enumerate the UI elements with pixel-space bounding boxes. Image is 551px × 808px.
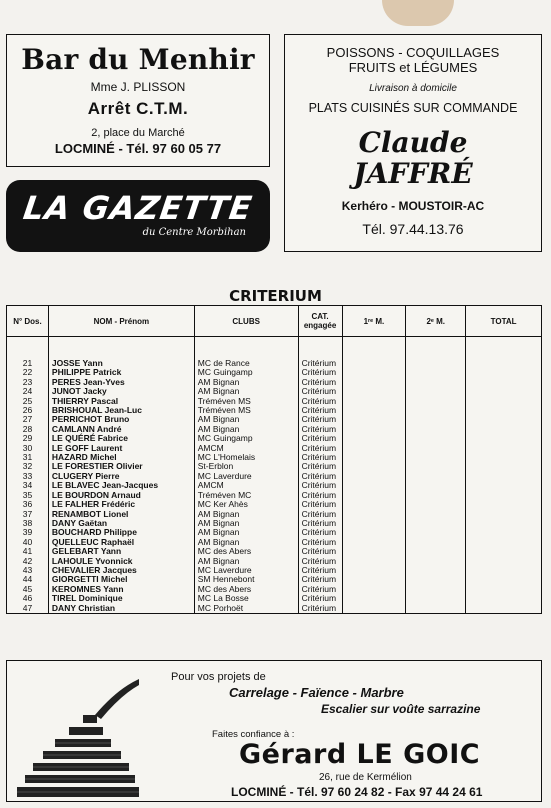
cell-m2: [406, 500, 466, 509]
goic-stairs: Escalier sur voûte sarrazine: [321, 702, 481, 716]
cell-num: 46: [7, 594, 49, 603]
cell-name: JUNOT Jacky: [48, 387, 194, 396]
cell-name: CHEVALIER Jacques: [48, 566, 194, 575]
cell-total: [466, 453, 542, 462]
cell-total: [466, 547, 542, 556]
cell-cat: Critérium: [298, 472, 342, 481]
table-spacer-row: [7, 337, 542, 360]
cell-num: 35: [7, 491, 49, 500]
cell-cat: Critérium: [298, 491, 342, 500]
cell-cat: Critérium: [298, 510, 342, 519]
header-cat-line1: CAT.: [311, 312, 329, 321]
cell-m2: [406, 604, 466, 614]
cell-num: 43: [7, 566, 49, 575]
cell-m1: [342, 566, 406, 575]
cell-num: 30: [7, 444, 49, 453]
cell-m2: [406, 387, 466, 396]
cell-total: [466, 378, 542, 387]
cell-total: [466, 528, 542, 537]
gazette-logo: [6, 180, 270, 252]
cell-total: [466, 575, 542, 584]
cell-name: LAHOULE Yvonnick: [48, 557, 194, 566]
ad-claude-jaffre: [284, 34, 542, 252]
cell-m2: [406, 462, 466, 471]
cell-total: [466, 434, 542, 443]
cell-name: GELEBART Yann: [48, 547, 194, 556]
cell-total: [466, 510, 542, 519]
header-num: N° Dos.: [7, 306, 49, 337]
cell-name: CAMLANN André: [48, 425, 194, 434]
cell-name: LE BLAVEC Jean-Jacques: [48, 481, 194, 490]
staircase-illustration: [17, 679, 139, 797]
cell-club: AMCM: [194, 444, 298, 453]
cell-total: [466, 387, 542, 396]
jaffre-delivery: Livraison à domicile: [369, 83, 457, 94]
cell-name: THIERRY Pascal: [48, 397, 194, 406]
cell-m2: [406, 585, 466, 594]
cell-m2: [406, 594, 466, 603]
cell-total: [466, 368, 542, 377]
cell-m1: [342, 444, 406, 453]
cell-name: BRISHOUAL Jean-Luc: [48, 406, 194, 415]
cell-name: PERRICHOT Bruno: [48, 415, 194, 424]
cell-num: 39: [7, 528, 49, 537]
jaffre-products: [285, 45, 541, 75]
bar-name: Bar du Menhir: [21, 43, 255, 76]
cell-total: [466, 594, 542, 603]
cell-cat: Critérium: [298, 425, 342, 434]
cell-name: LE QUÉRÉ Fabrice: [48, 434, 194, 443]
cell-m2: [406, 359, 466, 368]
cell-total: [466, 500, 542, 509]
cell-m1: [342, 368, 406, 377]
cell-m1: [342, 557, 406, 566]
cell-club: AM Bignan: [194, 425, 298, 434]
cell-num: 24: [7, 387, 49, 396]
goic-company: Gérard LE GOIC: [239, 739, 481, 770]
cell-name: CLUGERY Pierre: [48, 472, 194, 481]
cell-name: LE BOURDON Arnaud: [48, 491, 194, 500]
cell-club: Tréméven MS: [194, 397, 298, 406]
cell-club: MC Laverdure: [194, 472, 298, 481]
cell-name: GIORGETTI Michel: [48, 575, 194, 584]
gazette-subtitle: du Centre Morbihan: [142, 227, 246, 238]
cell-num: 45: [7, 585, 49, 594]
cell-num: 38: [7, 519, 49, 528]
cell-m2: [406, 528, 466, 537]
cell-m2: [406, 472, 466, 481]
goic-intro: Pour vos projets de: [171, 671, 266, 683]
jaffre-last-name: JAFFRÉ: [353, 157, 473, 190]
cell-num: 27: [7, 415, 49, 424]
cell-name: DANY Gaëtan: [48, 519, 194, 528]
jaffre-name: [285, 127, 541, 189]
header-m2: 2ᵉ M.: [406, 306, 466, 337]
cell-club: MC des Abers: [194, 585, 298, 594]
cell-club: MC Porhoët: [194, 604, 298, 614]
cell-cat: Critérium: [298, 566, 342, 575]
cell-name: HAZARD Michel: [48, 453, 194, 462]
cell-m2: [406, 415, 466, 424]
paper-stain: [382, 0, 454, 26]
cell-total: [466, 444, 542, 453]
cell-club: MC Guingamp: [194, 434, 298, 443]
cell-m1: [342, 397, 406, 406]
jaffre-line1: POISSONS - COQUILLAGES: [326, 45, 500, 60]
cell-cat: Critérium: [298, 538, 342, 547]
cell-name: QUELLEUC Raphaël: [48, 538, 194, 547]
cell-name: PHILIPPE Patrick: [48, 368, 194, 377]
goic-address: 26, rue de Kermélion: [319, 772, 412, 783]
cell-name: BOUCHARD Philippe: [48, 528, 194, 537]
cell-name: JOSSE Yann: [48, 359, 194, 368]
cell-m1: [342, 387, 406, 396]
cell-name: PERES Jean-Yves: [48, 378, 194, 387]
cell-total: [466, 425, 542, 434]
cell-club: St-Erblon: [194, 462, 298, 471]
cell-m1: [342, 510, 406, 519]
cell-num: 28: [7, 425, 49, 434]
cell-num: 40: [7, 538, 49, 547]
table-header-row: [7, 306, 542, 337]
cell-num: 47: [7, 604, 49, 614]
cell-m2: [406, 547, 466, 556]
goic-trust: Faites confiance à :: [212, 729, 295, 740]
cell-total: [466, 538, 542, 547]
cell-m1: [342, 406, 406, 415]
cell-m1: [342, 415, 406, 424]
table-row: [7, 604, 542, 614]
cell-club: AM Bignan: [194, 557, 298, 566]
cell-cat: Critérium: [298, 453, 342, 462]
cell-m2: [406, 566, 466, 575]
bar-city-phone: LOCMINÉ - Tél. 97 60 05 77: [54, 141, 222, 156]
header-total: TOTAL: [466, 306, 542, 337]
cell-club: MC Guingamp: [194, 368, 298, 377]
cell-m2: [406, 397, 466, 406]
cell-m2: [406, 406, 466, 415]
cell-m1: [342, 585, 406, 594]
cell-club: MC des Abers: [194, 547, 298, 556]
cell-club: MC de Rance: [194, 359, 298, 368]
cell-club: Tréméven MC: [194, 491, 298, 500]
cell-total: [466, 491, 542, 500]
cell-club: Tréméven MS: [194, 406, 298, 415]
cell-cat: Critérium: [298, 387, 342, 396]
cell-m2: [406, 368, 466, 377]
cell-m1: [342, 378, 406, 387]
cell-cat: Critérium: [298, 434, 342, 443]
cell-num: 25: [7, 397, 49, 406]
goic-services: Carrelage - Faïence - Marbre: [229, 685, 404, 700]
cell-name: LE FORESTIER Olivier: [48, 462, 194, 471]
cell-total: [466, 604, 542, 614]
cell-m1: [342, 491, 406, 500]
cell-cat: Critérium: [298, 500, 342, 509]
cell-club: MC Laverdure: [194, 566, 298, 575]
cell-m2: [406, 481, 466, 490]
cell-cat: Critérium: [298, 528, 342, 537]
cell-club: MC Ker Ahès: [194, 500, 298, 509]
cell-m1: [342, 528, 406, 537]
cell-name: LE FALHER Frédéric: [48, 500, 194, 509]
cell-total: [466, 481, 542, 490]
cell-m1: [342, 453, 406, 462]
bar-address: 2, place du Marché: [91, 127, 185, 139]
cell-num: 36: [7, 500, 49, 509]
cell-total: [466, 566, 542, 575]
cell-cat: Critérium: [298, 378, 342, 387]
cell-num: 31: [7, 453, 49, 462]
cell-m1: [342, 434, 406, 443]
cell-num: 21: [7, 359, 49, 368]
cell-club: MC La Bosse: [194, 594, 298, 603]
cell-total: [466, 359, 542, 368]
cell-cat: Critérium: [298, 547, 342, 556]
cell-m1: [342, 481, 406, 490]
cell-cat: Critérium: [298, 519, 342, 528]
cell-num: 29: [7, 434, 49, 443]
jaffre-phone: Tél. 97.44.13.76: [362, 221, 464, 237]
cell-num: 22: [7, 368, 49, 377]
cell-total: [466, 519, 542, 528]
criterium-body: [7, 337, 542, 614]
header-cat-line2: engagée: [303, 321, 337, 330]
cell-club: MC L'Homelais: [194, 453, 298, 462]
cell-cat: Critérium: [298, 406, 342, 415]
cell-name: TIREL Dominique: [48, 594, 194, 603]
cell-club: AM Bignan: [194, 510, 298, 519]
bar-stop: Arrêt C.T.M.: [87, 99, 189, 118]
cell-total: [466, 397, 542, 406]
cell-m1: [342, 604, 406, 614]
cell-cat: Critérium: [298, 575, 342, 584]
cell-num: 44: [7, 575, 49, 584]
ad-gerard-le-goic: [6, 660, 542, 802]
cell-num: 26: [7, 406, 49, 415]
cell-club: AM Bignan: [194, 387, 298, 396]
header-cat: [298, 306, 342, 337]
cell-cat: Critérium: [298, 368, 342, 377]
cell-num: 42: [7, 557, 49, 566]
cell-m2: [406, 378, 466, 387]
cell-m2: [406, 434, 466, 443]
cell-num: 34: [7, 481, 49, 490]
cell-num: 33: [7, 472, 49, 481]
gazette-title: LA GAZETTE: [21, 189, 255, 227]
criterium-title: CRITERIUM: [229, 287, 322, 305]
cell-num: 41: [7, 547, 49, 556]
cell-total: [466, 585, 542, 594]
cell-total: [466, 462, 542, 471]
cell-m1: [342, 519, 406, 528]
cell-m2: [406, 575, 466, 584]
cell-m1: [342, 500, 406, 509]
cell-m2: [406, 453, 466, 462]
cell-cat: Critérium: [298, 604, 342, 614]
jaffre-dishes: PLATS CUISINÉS SUR COMMANDE: [308, 101, 518, 115]
cell-name: RENAMBOT Lionel: [48, 510, 194, 519]
cell-total: [466, 557, 542, 566]
cell-m2: [406, 538, 466, 547]
cell-cat: Critérium: [298, 481, 342, 490]
cell-cat: Critérium: [298, 415, 342, 424]
cell-club: SM Hennebont: [194, 575, 298, 584]
header-name: NOM - Prénom: [48, 306, 194, 337]
cell-num: 23: [7, 378, 49, 387]
cell-m2: [406, 519, 466, 528]
cell-m1: [342, 547, 406, 556]
cell-name: LE GOFF Laurent: [48, 444, 194, 453]
cell-m1: [342, 462, 406, 471]
cell-cat: Critérium: [298, 594, 342, 603]
cell-club: AM Bignan: [194, 528, 298, 537]
cell-cat: Critérium: [298, 359, 342, 368]
header-m1: 1ʳᵉ M.: [342, 306, 406, 337]
cell-m1: [342, 575, 406, 584]
jaffre-first-name: Claude: [358, 126, 468, 159]
cell-m1: [342, 472, 406, 481]
cell-name: DANY Christian: [48, 604, 194, 614]
cell-m2: [406, 557, 466, 566]
cell-club: AMCM: [194, 481, 298, 490]
cell-total: [466, 415, 542, 424]
cell-m1: [342, 538, 406, 547]
cell-total: [466, 406, 542, 415]
cell-name: KEROMNES Yann: [48, 585, 194, 594]
cell-club: AM Bignan: [194, 519, 298, 528]
cell-cat: Critérium: [298, 557, 342, 566]
cell-cat: Critérium: [298, 462, 342, 471]
goic-contact: LOCMINÉ - Tél. 97 60 24 82 - Fax 97 44 24 61: [231, 785, 483, 799]
cell-total: [466, 472, 542, 481]
cell-num: 32: [7, 462, 49, 471]
criterium-table: [6, 305, 542, 614]
cell-cat: Critérium: [298, 585, 342, 594]
jaffre-line2: FRUITS et LÉGUMES: [348, 60, 478, 75]
jaffre-location: Kerhéro - MOUSTOIR-AC: [341, 199, 485, 213]
header-club: CLUBS: [194, 306, 298, 337]
cell-club: AM Bignan: [194, 378, 298, 387]
cell-m2: [406, 491, 466, 500]
cell-m1: [342, 425, 406, 434]
cell-club: AM Bignan: [194, 415, 298, 424]
cell-cat: Critérium: [298, 444, 342, 453]
cell-m2: [406, 510, 466, 519]
cell-m1: [342, 594, 406, 603]
cell-num: 37: [7, 510, 49, 519]
cell-club: AM Bignan: [194, 538, 298, 547]
ad-bar-du-menhir: [6, 34, 270, 167]
bar-owner: Mme J. PLISSON: [90, 80, 186, 94]
cell-m1: [342, 359, 406, 368]
cell-m2: [406, 444, 466, 453]
cell-m2: [406, 425, 466, 434]
cell-cat: Critérium: [298, 397, 342, 406]
